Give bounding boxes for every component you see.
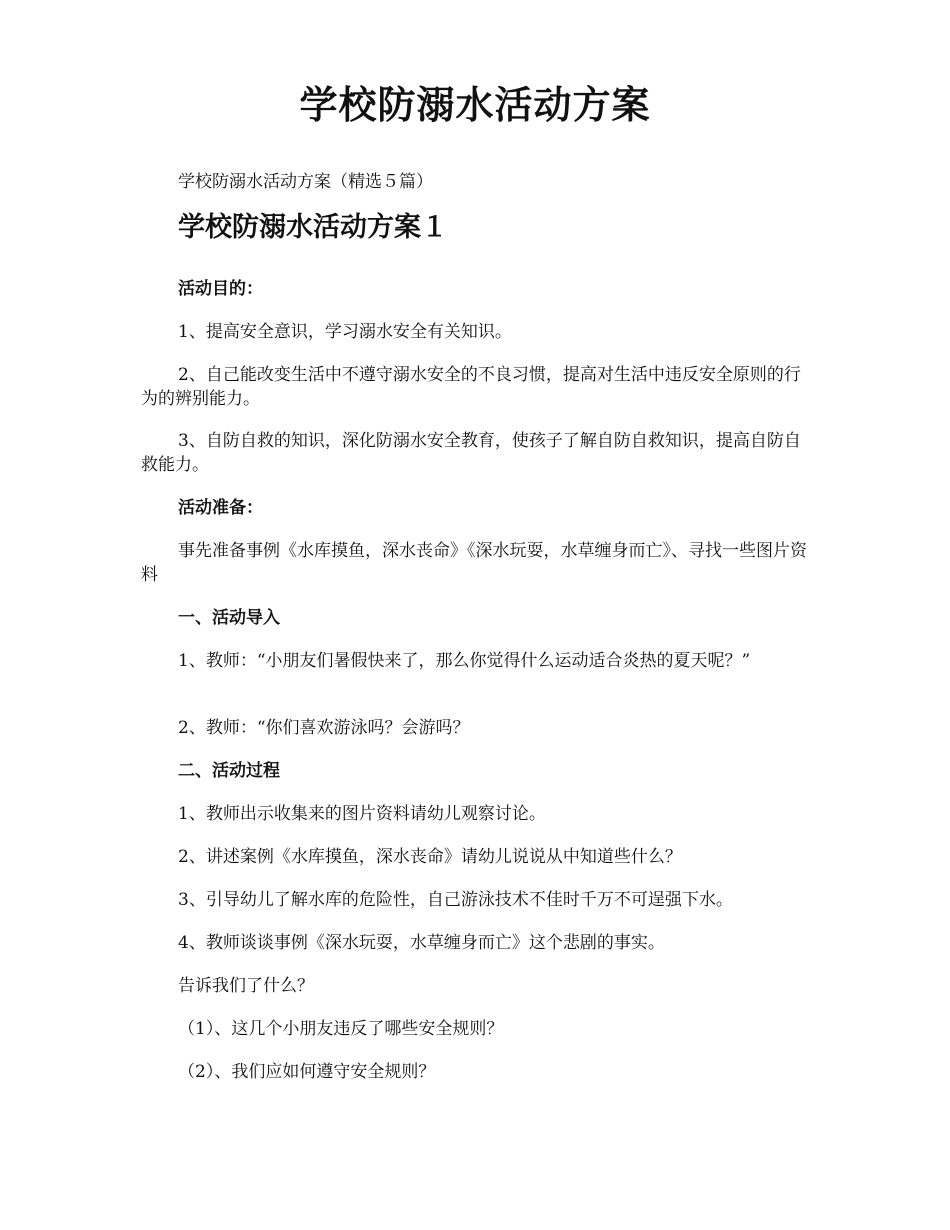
paragraph-question-intro: 告诉我们了什么？: [178, 976, 314, 996]
paragraph-activity-intro-heading: 一、活动导入: [178, 608, 280, 628]
paragraph-process-2: 2、讲述案例《水库摸鱼，深水丧命》请幼儿说说从中知道些什么？: [178, 847, 682, 867]
section-heading: 学校防溺水活动方案１: [178, 212, 448, 243]
document-title: 学校防溺水活动方案: [299, 82, 651, 127]
paragraph-activity-preparation-heading: 活动准备：: [178, 498, 263, 518]
paragraph-goal-3: 3、自防自救的知识，深化防溺水安全教育，使孩子了解自防自救知识，提高自防自救能力。: [141, 431, 801, 475]
paragraph-process-4: 4、教师谈谈事例《深水玩耍，水草缠身而亡》这个悲剧的事实。: [178, 933, 665, 953]
paragraph-goal-1: 1、提高安全意识，学习溺水安全有关知识。: [178, 322, 512, 342]
paragraph-activity-process-heading: 二、活动过程: [178, 761, 280, 781]
paragraph-question-1: （1）、这几个小朋友违反了哪些安全规则？: [178, 1019, 504, 1039]
document-subtitle: 学校防溺水活动方案（精选５篇）: [178, 172, 433, 192]
paragraph-activity-goal-heading: 活动目的：: [178, 279, 263, 299]
paragraph-question-2: （2）、我们应如何遵守安全规则？: [178, 1062, 436, 1082]
paragraph-process-1: 1、教师出示收集来的图片资料请幼儿观察讨论。: [178, 804, 546, 824]
paragraph-intro-1: 1、教师：“小朋友们暑假快来了，那么你觉得什么运动适合炎热的夏天呢？”: [178, 651, 751, 671]
paragraph-goal-2: 2、自己能改变生活中不遵守溺水安全的不良习惯，提高对生活中违反安全原则的行为的辨别能力。: [141, 365, 801, 409]
paragraph-intro-2: 2、教师：“你们喜欢游泳吗？会游吗？: [178, 718, 470, 738]
paragraph-process-3: 3、引导幼儿了解水库的危险性，自己游泳技术不佳时千万不可逞强下水。: [178, 890, 733, 910]
paragraph-preparation: 事先准备事例《水库摸鱼，深水丧命》《深水玩耍，水草缠身而亡》、寻找一些图片资料: [141, 541, 807, 585]
